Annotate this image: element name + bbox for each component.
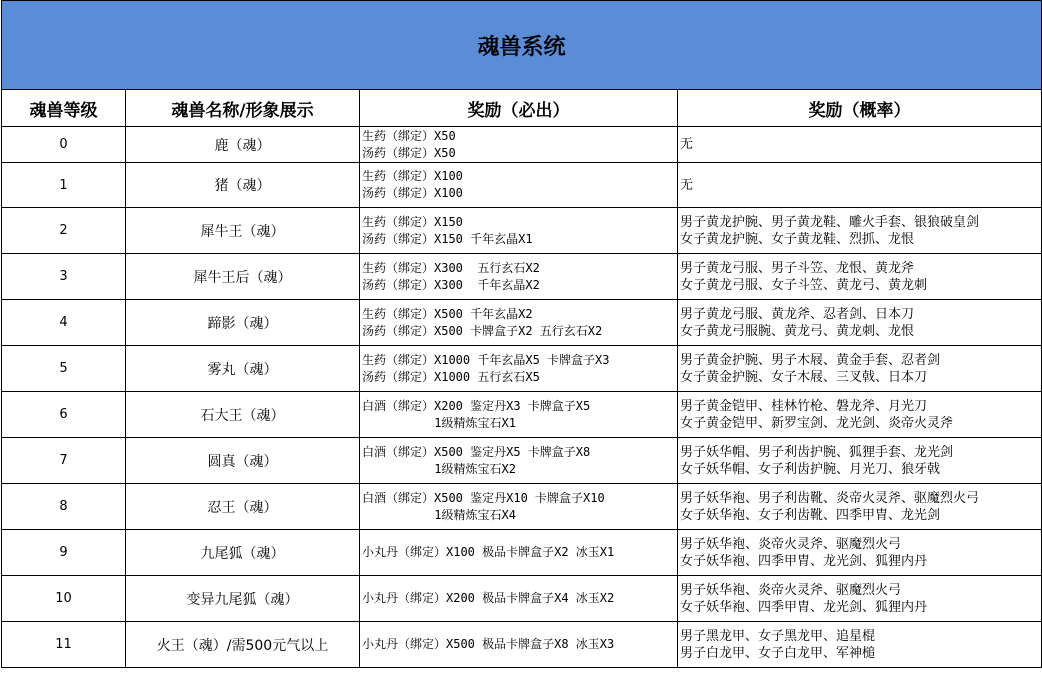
table-row	[2, 208, 1042, 254]
header-name: 魂兽名称/形象展示	[126, 90, 360, 127]
reward-prob-line: 男子黄龙弓服、男子斗笠、龙恨、黄龙斧	[680, 260, 915, 276]
table-row	[2, 530, 1042, 576]
cell-level: 6	[2, 392, 126, 438]
reward-must-line: 小丸丹（绑定）X500 极品卡牌盒子X8 冰玉X3	[362, 637, 615, 651]
reward-must-line: 白酒（绑定）X500 鉴定丹X10 卡牌盒子X10	[362, 490, 605, 505]
cell-level: 5	[2, 346, 126, 392]
cell-reward-must	[360, 346, 678, 392]
cell-reward-must	[360, 127, 678, 163]
cell-level: 4	[2, 300, 126, 346]
cell-level: 2	[2, 208, 126, 254]
reward-must-line: 生药（绑定）X150	[362, 214, 463, 229]
cell-reward-prob	[678, 254, 1042, 300]
table-row	[2, 622, 1042, 668]
header-row	[2, 90, 1042, 127]
soul-beast-table	[1, 0, 1042, 668]
cell-reward-must	[360, 438, 678, 484]
header-level: 魂兽等级	[2, 90, 126, 127]
cell-reward-prob	[678, 127, 1042, 163]
cell-level: 8	[2, 484, 126, 530]
reward-prob-line: 女子黄金铠甲、新罗宝剑、龙光剑、炎帝火灵斧	[680, 415, 954, 431]
cell-name: 九尾狐（魂）	[126, 530, 360, 576]
reward-must-line: 汤药（绑定）X300 千年玄晶X2	[362, 277, 540, 292]
cell-reward-must	[360, 484, 678, 530]
reward-must-line: 小丸丹（绑定）X100 极品卡牌盒子X2 冰玉X1	[362, 545, 615, 559]
reward-must-line: 1级精炼宝石X2	[362, 461, 516, 476]
cell-reward-prob	[678, 622, 1042, 668]
cell-reward-prob	[678, 438, 1042, 484]
cell-reward-prob	[678, 576, 1042, 622]
reward-prob-line: 无	[680, 137, 694, 152]
reward-must-line: 生药（绑定）X1000 千年玄晶X5 卡牌盒子X3	[362, 352, 610, 367]
cell-name: 犀牛王（魂）	[126, 208, 360, 254]
reward-prob-line: 女子妖华帽、女子利齿护腕、月光刀、狼牙戟	[680, 461, 941, 477]
cell-reward-must	[360, 163, 678, 208]
reward-prob-line: 男子妖华袍、炎帝火灵斧、驱魔烈火弓	[680, 536, 902, 552]
cell-reward-must	[360, 530, 678, 576]
cell-level: 0	[2, 127, 126, 163]
table-row	[2, 484, 1042, 530]
reward-prob-line: 无	[680, 177, 694, 193]
cell-reward-prob	[678, 300, 1042, 346]
reward-must-line: 生药（绑定）X100	[362, 169, 463, 183]
reward-must-line: 1级精炼宝石X1	[362, 415, 516, 430]
cell-reward-must	[360, 300, 678, 346]
reward-must-line: 白酒（绑定）X200 鉴定丹X3 卡牌盒子X5	[362, 398, 591, 413]
table-row	[2, 346, 1042, 392]
cell-reward-must	[360, 576, 678, 622]
cell-name: 犀牛王后（魂）	[126, 254, 360, 300]
table-row	[2, 163, 1042, 208]
reward-prob-line: 男子黑龙甲、女子黑龙甲、追星棍	[680, 628, 876, 644]
reward-must-line: 小丸丹（绑定）X200 极品卡牌盒子X4 冰玉X2	[362, 591, 615, 605]
header-reward-must: 奖励（必出）	[360, 90, 678, 127]
reward-prob-line: 男子妖华袍、炎帝火灵斧、驱魔烈火弓	[680, 582, 902, 598]
reward-prob-line: 男子黄金铠甲、桂林竹枪、磐龙斧、月光刀	[680, 398, 928, 414]
reward-prob-line: 男子妖华帽、男子利齿护腕、狐狸手套、龙光剑	[680, 444, 954, 460]
cell-level: 1	[2, 163, 126, 208]
reward-prob-line: 女子黄龙弓服腕、黄龙弓、黄龙刺、龙恨	[680, 323, 915, 339]
reward-prob-line: 男子黄金护腕、男子木屐、黄金手套、忍者剑	[680, 352, 941, 368]
cell-reward-must	[360, 622, 678, 668]
cell-name: 火王（魂）/需500元气以上	[126, 622, 360, 668]
cell-reward-prob	[678, 346, 1042, 392]
reward-must-line: 白酒（绑定）X500 鉴定丹X5 卡牌盒子X8	[362, 444, 591, 459]
cell-level: 9	[2, 530, 126, 576]
reward-prob-line: 男子白龙甲、女子白龙甲、军神槌	[680, 645, 876, 661]
reward-prob-line: 女子妖华袍、四季甲胄、龙光剑、狐狸内丹	[680, 599, 928, 615]
table-row	[2, 438, 1042, 484]
cell-reward-must	[360, 254, 678, 300]
reward-prob-line: 男子黄龙弓服、黄龙斧、忍者剑、日本刀	[680, 306, 915, 322]
cell-level: 10	[2, 576, 126, 622]
cell-name: 猪（魂）	[126, 163, 360, 208]
reward-prob-line: 女子妖华袍、四季甲胄、龙光剑、狐狸内丹	[680, 553, 928, 569]
cell-level: 3	[2, 254, 126, 300]
reward-prob-line: 女子黄金护腕、女子木屐、三叉戟、日本刀	[680, 369, 928, 385]
cell-name: 圆真（魂）	[126, 438, 360, 484]
table-row	[2, 127, 1042, 163]
cell-name: 变异九尾狐（魂）	[126, 576, 360, 622]
reward-prob-line: 女子黄龙弓服、女子斗笠、黄龙弓、黄龙刺	[680, 277, 928, 293]
reward-must-line: 生药（绑定）X50	[362, 128, 456, 143]
cell-reward-prob	[678, 392, 1042, 438]
reward-must-line: 汤药（绑定）X100	[362, 186, 463, 200]
header-reward-prob: 奖励（概率）	[678, 90, 1042, 127]
reward-must-line: 汤药（绑定）X150 千年玄晶X1	[362, 231, 533, 246]
cell-reward-prob	[678, 208, 1042, 254]
table-row	[2, 576, 1042, 622]
cell-level: 7	[2, 438, 126, 484]
cell-name: 忍王（魂）	[126, 484, 360, 530]
table-row	[2, 392, 1042, 438]
cell-reward-prob	[678, 530, 1042, 576]
reward-prob-line: 女子妖华袍、女子利齿靴、四季甲胄、龙光剑	[680, 507, 941, 523]
cell-reward-prob	[678, 484, 1042, 530]
cell-reward-must	[360, 392, 678, 438]
cell-name: 蹄影（魂）	[126, 300, 360, 346]
reward-must-line: 汤药（绑定）X50	[362, 145, 456, 160]
cell-reward-must	[360, 208, 678, 254]
cell-level: 11	[2, 622, 126, 668]
cell-name: 鹿（魂）	[126, 127, 360, 163]
cell-reward-prob	[678, 163, 1042, 208]
reward-prob-line: 女子黄龙护腕、女子黄龙鞋、烈抓、龙恨	[680, 231, 915, 247]
reward-must-line: 汤药（绑定）X1000 五行玄石X5	[362, 369, 540, 384]
table-row	[2, 300, 1042, 346]
page-title: 魂兽系统	[2, 1, 1042, 90]
reward-must-line: 生药（绑定）X500 千年玄晶X2	[362, 306, 533, 321]
reward-must-line: 生药（绑定）X300 五行玄石X2	[362, 260, 540, 275]
reward-must-line: 1级精炼宝石X4	[362, 507, 516, 522]
reward-prob-line: 男子黄龙护腕、男子黄龙鞋、雕火手套、银狼破皇剑	[680, 214, 980, 230]
reward-prob-line: 男子妖华袍、男子利齿靴、炎帝火灵斧、驱魔烈火弓	[680, 490, 980, 506]
cell-name: 石大王（魂）	[126, 392, 360, 438]
cell-name: 雾丸（魂）	[126, 346, 360, 392]
table-row	[2, 254, 1042, 300]
reward-must-line: 汤药（绑定）X500 卡牌盒子X2 五行玄石X2	[362, 323, 603, 338]
